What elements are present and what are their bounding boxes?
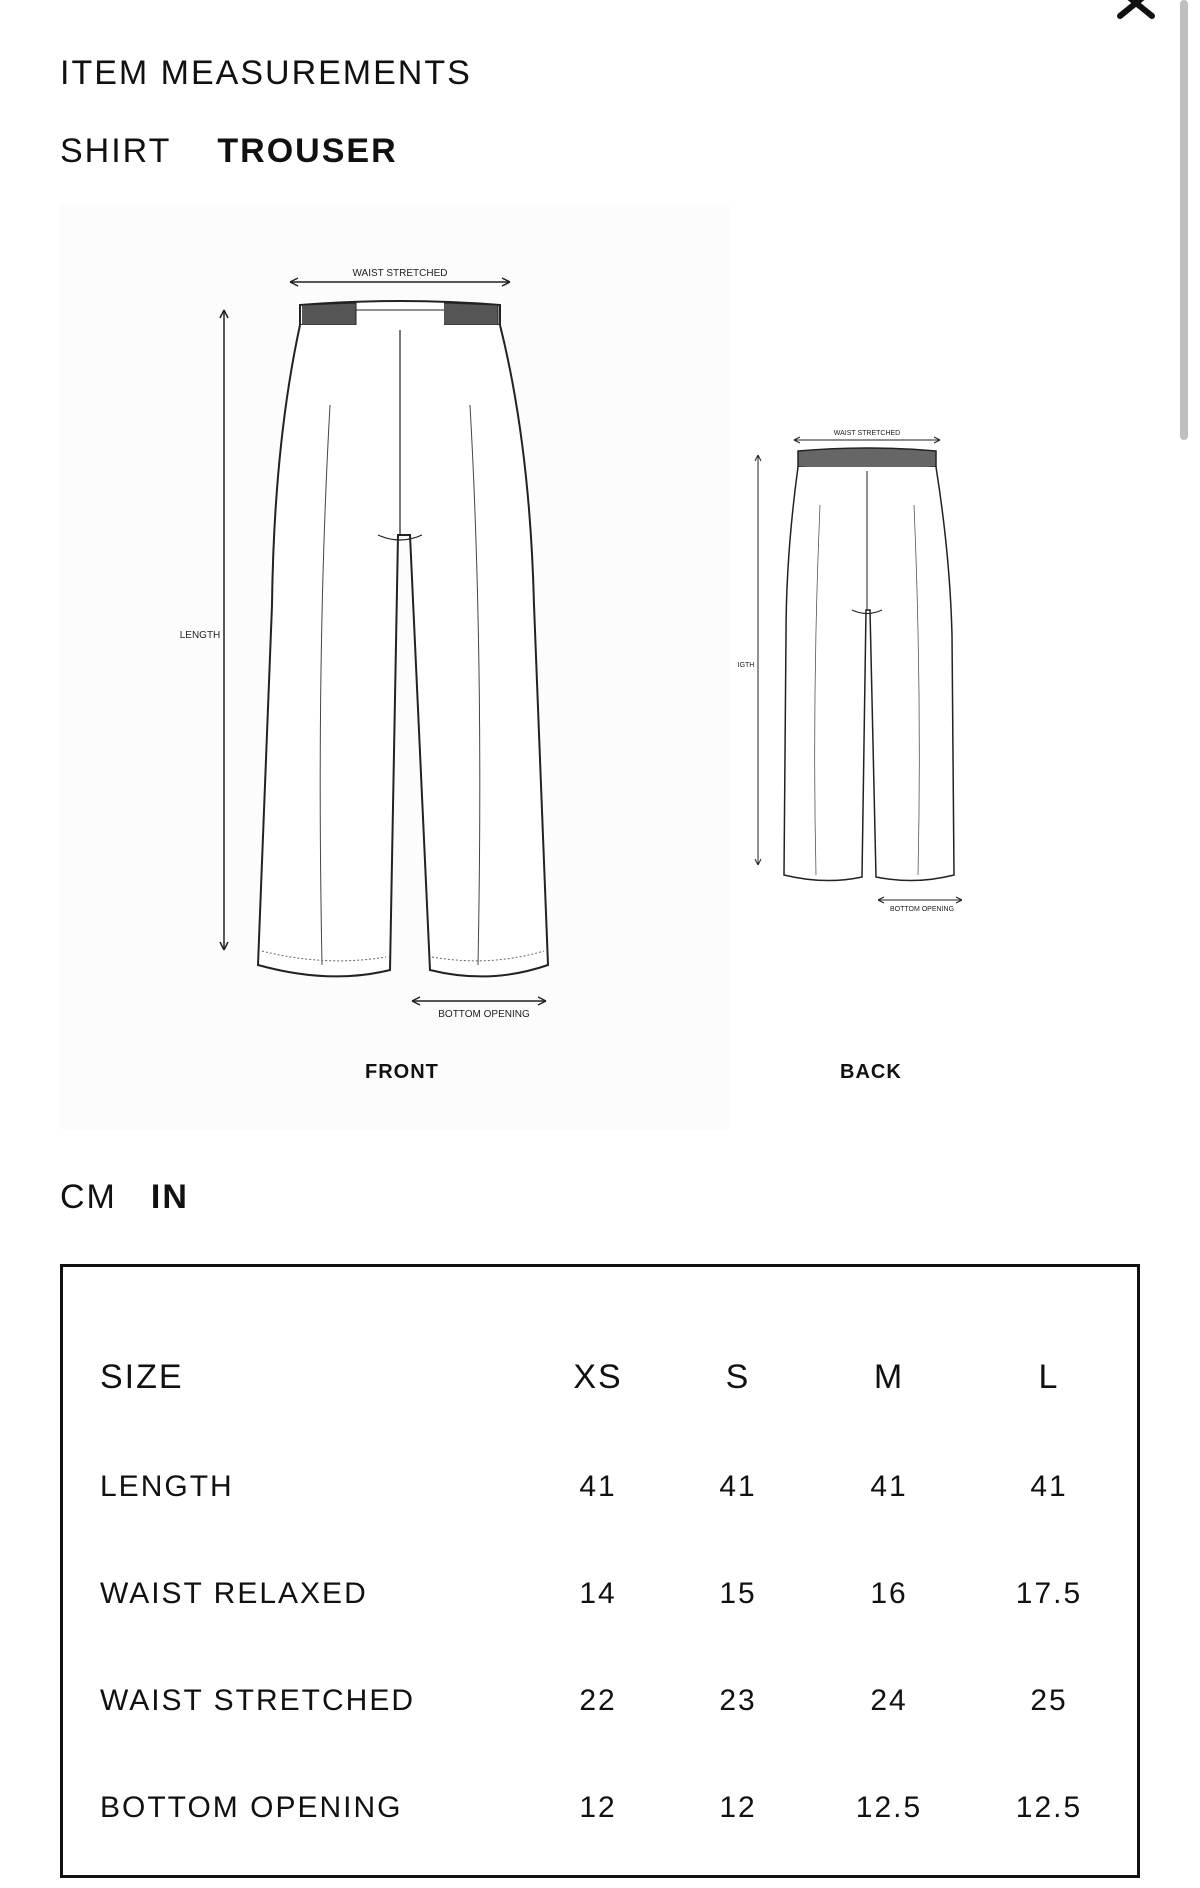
back-length-label: IGTH bbox=[737, 662, 755, 669]
cell-value: 41 bbox=[719, 1470, 757, 1503]
cell-value: 12.5 bbox=[855, 1791, 923, 1824]
front-bottom-opening-label: BOTTOM OPENING bbox=[438, 1009, 530, 1020]
row-label: WAIST RELAXED bbox=[100, 1577, 368, 1610]
cell-value: 17.5 bbox=[1015, 1577, 1083, 1610]
front-length-label: LENGTH bbox=[179, 630, 221, 641]
cell-value: 25 bbox=[1030, 1684, 1068, 1717]
unit-toggle bbox=[60, 1178, 189, 1217]
cell-value: 41 bbox=[1030, 1470, 1068, 1503]
unit-in[interactable]: IN bbox=[150, 1178, 189, 1216]
front-view-label: FRONT bbox=[365, 1061, 439, 1083]
cell-value: 23 bbox=[719, 1684, 757, 1717]
table-header-l: L bbox=[1038, 1358, 1060, 1396]
table-header-m: M bbox=[873, 1358, 905, 1396]
close-button[interactable] bbox=[1112, 0, 1160, 26]
back-trouser-illustration bbox=[730, 355, 1060, 995]
table-header-s: S bbox=[725, 1358, 751, 1396]
back-bottom-opening-label: BOTTOM OPENING bbox=[889, 906, 955, 913]
cell-value: 22 bbox=[579, 1684, 617, 1717]
back-waist-stretched-label: WAIST STRETCHED bbox=[833, 430, 901, 437]
table-row bbox=[63, 1671, 1137, 1731]
table-header-row bbox=[63, 1347, 1137, 1407]
cell-value: 14 bbox=[579, 1577, 617, 1610]
cell-value: 12 bbox=[719, 1791, 757, 1824]
scrollbar-thumb[interactable] bbox=[1180, 0, 1188, 440]
cell-value: 24 bbox=[870, 1684, 908, 1717]
garment-tabs bbox=[60, 132, 398, 171]
unit-cm[interactable]: CM bbox=[60, 1178, 117, 1216]
tab-trouser[interactable]: TROUSER bbox=[217, 132, 398, 170]
cell-value: 16 bbox=[870, 1577, 908, 1610]
cell-value: 41 bbox=[579, 1470, 617, 1503]
table-header-size: SIZE bbox=[100, 1358, 184, 1396]
cell-value: 12.5 bbox=[1015, 1791, 1083, 1824]
tab-shirt[interactable]: SHIRT bbox=[60, 132, 172, 170]
back-view-label: BACK bbox=[840, 1061, 902, 1083]
table-row bbox=[63, 1778, 1137, 1838]
size-table bbox=[60, 1264, 1140, 1878]
cell-value: 41 bbox=[870, 1470, 908, 1503]
row-label: LENGTH bbox=[100, 1470, 234, 1503]
cell-value: 15 bbox=[719, 1577, 757, 1610]
table-header-xs: XS bbox=[573, 1358, 623, 1396]
row-label: WAIST STRETCHED bbox=[100, 1684, 416, 1717]
page-title: ITEM MEASUREMENTS bbox=[60, 54, 472, 92]
front-waist-stretched-label: WAIST STRETCHED bbox=[352, 268, 448, 279]
row-label: BOTTOM OPENING bbox=[100, 1791, 403, 1824]
cell-value: 12 bbox=[579, 1791, 617, 1824]
front-trouser-illustration bbox=[60, 205, 730, 1130]
back-diagram bbox=[730, 355, 1060, 1083]
table-row bbox=[63, 1457, 1137, 1517]
table-row bbox=[63, 1564, 1137, 1624]
front-diagram bbox=[60, 205, 730, 1130]
close-icon bbox=[1112, 0, 1160, 26]
